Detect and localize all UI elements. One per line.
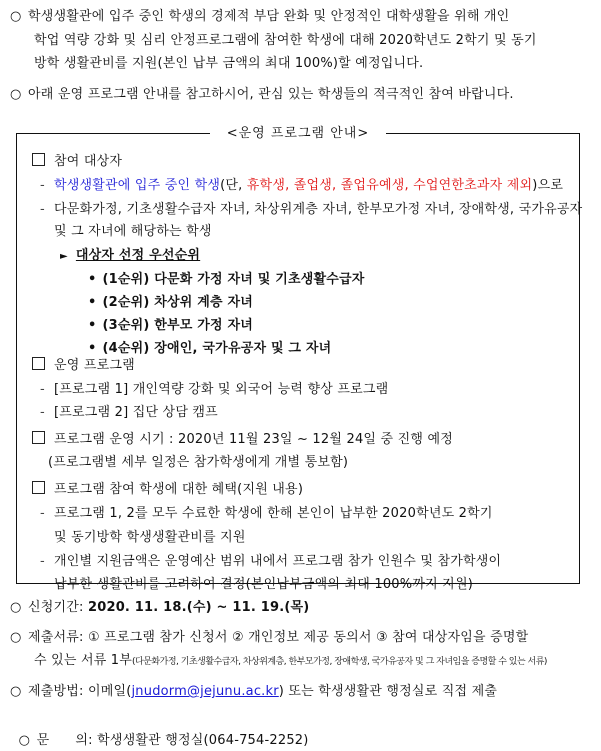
circle-bullet-icon: ○ <box>18 733 31 748</box>
eligibility-heading-text: 참여 대상자 <box>54 154 123 169</box>
checkbox-square-icon <box>32 357 45 370</box>
intro-line-2: 학업 역량 강화 및 심리 안정프로그램에 참여한 학생에 대해 2020학년도 2학기 및 동기 <box>34 33 537 48</box>
docs-cont-text: 수 있는 서류 1부 <box>34 653 133 668</box>
dash-marker: - <box>40 202 45 217</box>
bullet-dot-icon: • <box>88 341 97 356</box>
priority-heading-text: 대상자 선정 우선순위 <box>75 248 201 263</box>
intro-paragraph-1 <box>10 7 509 27</box>
circle-bullet-icon: ○ <box>10 600 22 615</box>
application-period <box>10 598 309 618</box>
eligible-residents-text: 학생생활관에 입주 중인 학생 <box>54 178 221 193</box>
eligibility-line-2a: 다문화가정, 기초생활수급자 자녀, 차상위계층 자녀, 한부모가정 자녀, 장애학생, 국가유공자 <box>54 202 583 217</box>
method-label: 제출방법: <box>28 684 88 699</box>
intro-paragraph-2 <box>10 85 514 105</box>
eligibility-paren-close: )으로 <box>532 178 564 193</box>
bullet-dot-icon: • <box>88 295 97 310</box>
period-value: 2020. 11. 18.(수) ~ 11. 19.(목) <box>87 600 310 615</box>
program-item-1 <box>40 380 388 400</box>
contact-info <box>10 711 309 751</box>
docs-note-small: (다문화가정, 기초생활수급자, 차상위계층, 한부모가정, 장애학생, 국가유공자 및 그 자녀임을 증명할 수 있는 서류) <box>132 657 547 667</box>
circle-bullet-icon: ○ <box>10 87 22 102</box>
contact-label: 문 의: <box>36 733 98 748</box>
box-title: <운영 프로그램 안내> <box>210 124 386 144</box>
contact-value: 학생생활관 행정실(064-754-2252) <box>97 733 309 748</box>
priority-3-text: (3순위) 한부모 가정 자녀 <box>102 318 254 333</box>
docs-label: 제출서류: <box>28 630 88 645</box>
schedule-heading-text: 프로그램 운영 시기 : 2020년 11월 23일 ~ 12월 24일 중 진행 예정 <box>54 432 453 447</box>
intro-line-3: 방학 생활관비를 지원(본인 납부 금액의 최대 100%)할 예정입니다. <box>34 56 424 71</box>
schedule-note: (프로그램별 세부 일정은 참가학생에게 개별 통보함) <box>48 455 349 470</box>
eligibility-paren-open: (단, <box>220 178 247 193</box>
priority-heading <box>60 246 200 267</box>
circle-bullet-icon: ○ <box>10 9 22 24</box>
checkbox-square-icon <box>32 153 45 166</box>
email-link[interactable]: jnudorm@jejunu.ac.kr <box>131 684 279 699</box>
program-1-text: [프로그램 1] 개인역량 강화 및 외국어 능력 향상 프로그램 <box>54 382 389 397</box>
dash-marker: - <box>40 506 45 521</box>
dash-marker: - <box>40 178 45 193</box>
eligibility-line-1 <box>40 176 563 196</box>
priority-item-2 <box>88 293 253 313</box>
submission-method <box>10 682 497 702</box>
benefit-1b: 및 동기방학 학생생활관비를 지원 <box>54 530 246 545</box>
checkbox-square-icon <box>32 481 45 494</box>
priority-1-text: (1순위) 다문화 가정 자녀 및 기초생활수급자 <box>102 272 365 287</box>
circle-bullet-icon: ○ <box>10 684 22 699</box>
benefits-heading-text: 프로그램 참여 학생에 대한 혜택(지원 내용) <box>54 482 304 497</box>
eligibility-line-2 <box>40 200 582 220</box>
method-prefix: 이메일( <box>87 684 132 699</box>
triangle-pointer-icon: ► <box>60 251 68 262</box>
priority-item-3 <box>88 316 253 336</box>
programs-heading-text: 운영 프로그램 <box>54 358 135 373</box>
period-label: 신청기간: <box>28 600 88 615</box>
intro-p2-text: 아래 운영 프로그램 안내를 참고하시어, 관심 있는 학생들의 적극적인 참여 바랍니다. <box>28 87 514 102</box>
dash-marker: - <box>40 554 45 569</box>
docs-list: ① 프로그램 참가 신청서 ② 개인정보 제공 동의서 ③ 참여 대상자임을 증명할 <box>87 630 529 645</box>
excluded-students-text: 휴학생, 졸업생, 졸업유예생, 수업연한초과자 제외 <box>246 178 533 193</box>
checkbox-square-icon <box>32 431 45 444</box>
bullet-dot-icon: • <box>88 272 97 287</box>
priority-4-text: (4순위) 장애인, 국가유공자 및 그 자녀 <box>102 341 332 356</box>
dash-marker: - <box>40 405 45 420</box>
priority-2-text: (2순위) 차상위 계층 자녀 <box>102 295 254 310</box>
submission-documents-cont <box>34 651 547 672</box>
benefit-1 <box>40 504 493 524</box>
benefits-heading <box>32 480 303 500</box>
method-suffix: ) 또는 학생생활관 행정실로 직접 제출 <box>278 684 498 699</box>
schedule-heading <box>32 430 453 450</box>
eligibility-line-2b: 및 그 자녀에 해당하는 학생 <box>54 224 212 239</box>
benefit-1a-text: 프로그램 1, 2를 모두 수료한 학생에 한해 본인이 납부한 2020학년도 2학기 <box>54 506 493 521</box>
submission-documents <box>10 628 528 648</box>
program-item-2 <box>40 403 218 423</box>
dash-marker: - <box>40 382 45 397</box>
intro-line-1: 학생생활관에 입주 중인 학생의 경제적 부담 완화 및 안정적인 대학생활을 위해 개인 <box>28 9 510 24</box>
priority-item-1 <box>88 270 365 290</box>
benefit-2 <box>40 552 501 572</box>
circle-bullet-icon: ○ <box>10 630 22 645</box>
bullet-dot-icon: • <box>88 318 97 333</box>
benefit-2a-text: 개인별 지원금액은 운영예산 범위 내에서 프로그램 참가 인원수 및 참가학생이 <box>54 554 502 569</box>
benefit-2b: 납부한 생활관비를 고려하여 결정(본인납부금액의 최대 100%까지 지원) <box>54 577 473 592</box>
eligibility-heading <box>32 152 122 172</box>
programs-heading <box>32 356 135 376</box>
program-2-text: [프로그램 2] 집단 상담 캠프 <box>54 405 218 420</box>
